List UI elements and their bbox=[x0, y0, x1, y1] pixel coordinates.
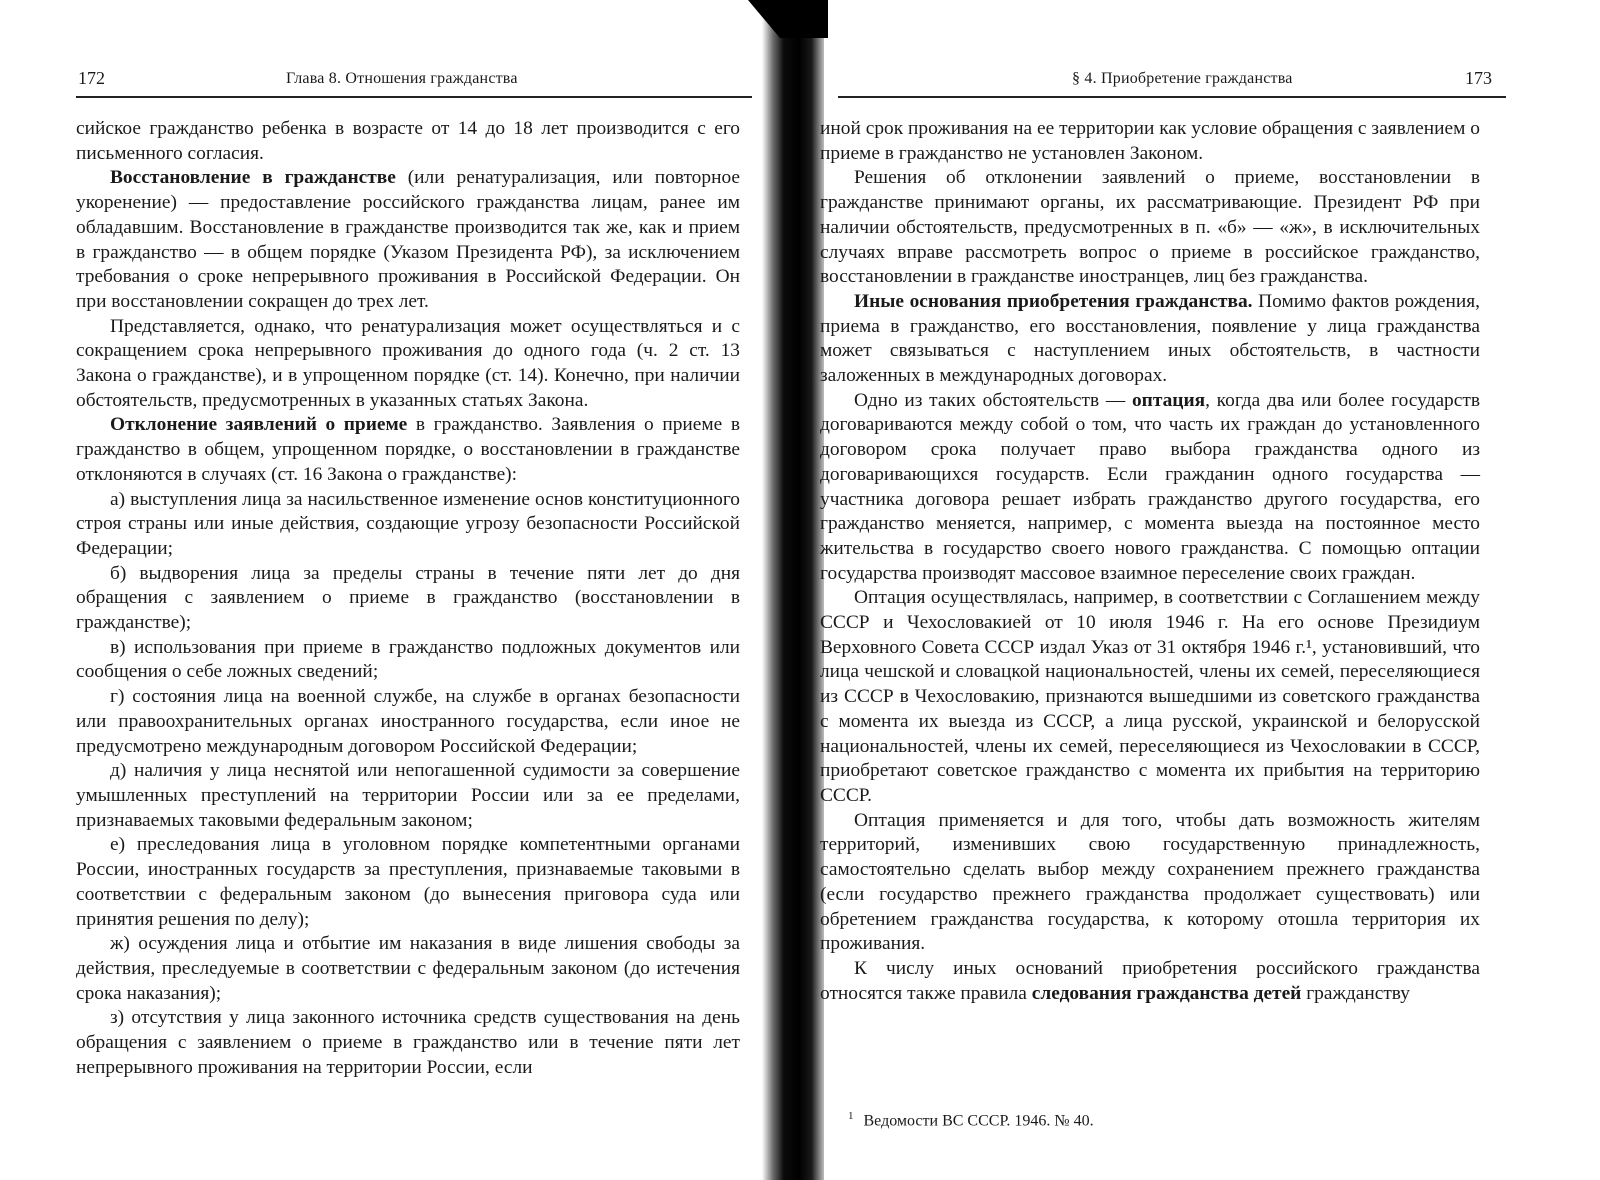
list-item: ж) осуждения лица и отбытие им наказания в виде лишения свободы за действия, преследуемые в соответствии с федеральным законом (до истечения срока наказания); bbox=[76, 933, 740, 1004]
left-running-head: Глава 8. Отношения гражданства bbox=[286, 70, 518, 87]
list-item: е) преследования лица в уголовном порядке компетентными органами России, иностранных государств за преступления, признаваемые таковыми в соответствии с федеральным законом (до вынесения приговора суда или принятия решения по делу); bbox=[76, 834, 740, 930]
left-running-header bbox=[76, 66, 752, 98]
paragraph: Отклонение заявлений о приеме в гражданство. Заявления о приеме в гражданство в общем, упрощенном порядке, о восстановлении в гражданстве отклоняются в случаях (ст. 16 Закона о гражданстве): bbox=[76, 414, 740, 485]
footnote bbox=[848, 1110, 1468, 1130]
right-page bbox=[800, 0, 1600, 1180]
paragraph: иной срок проживания на ее территории как условие обращения с заявлением о приеме в гражданство не установлен Законом. bbox=[820, 118, 1480, 164]
left-page-body bbox=[76, 117, 740, 1080]
paragraph: Одно из таких обстоятельств — оптация, когда два или более государств договариваются между собой о том, что часть их граждан до установленного договором срока получает право выбора гражданства одного из договаривающихся государств. Если гражданин одного государства — участника договора решает избрать гражданство другого государства, его гражданство меняется, например, с момента выезда на постоянное место жительства в государство своего нового гражданства. С помощью оптации государства производят массовое взаимное переселение своих граждан. bbox=[820, 389, 1480, 584]
paragraph: сийское гражданство ребенка в возрасте от 14 до 18 лет производится с его письменного согласия. bbox=[76, 118, 740, 164]
paragraph: К числу иных оснований приобретения российского гражданства относятся также правила следования гражданства детей гражданству bbox=[820, 957, 1480, 1004]
right-running-header bbox=[838, 66, 1506, 98]
footnote-marker: 1 bbox=[848, 1110, 854, 1122]
list-item: д) наличия у лица неснятой или непогашенной судимости за совершение умышленных преступлений на территории России или за ее пределами, признаваемых таковыми федеральным законом; bbox=[76, 760, 740, 831]
right-page-body bbox=[820, 117, 1480, 1006]
paragraph: Оптация применяется и для того, чтобы дать возможность жителям территорий, изменивших свою государственную принадлежность, самостоятельно сделать выбор между сохранением прежнего гражданства (если государство прежнего гражданства продолжает существовать) или обретением гражданства государства, к которому отошла территория их проживания. bbox=[820, 809, 1480, 955]
right-page-number: 173 bbox=[1465, 68, 1492, 88]
left-page bbox=[0, 0, 790, 1180]
right-running-head: § 4. Приобретение гражданства bbox=[1072, 70, 1293, 87]
footnote-text: Ведомости ВС СССР. 1946. № 40. bbox=[863, 1112, 1094, 1130]
list-item: г) состояния лица на военной службе, на службе в органах безопасности или правоохранительных органах иностранного государства, если иное не предусмотрено международным договором Российской Федерации; bbox=[76, 686, 740, 757]
list-item: в) использования при приеме в гражданство подложных документов или сообщения о себе ложных сведений; bbox=[76, 636, 740, 683]
paragraph: Иные основания приобретения гражданства. Помимо фактов рождения, приема в гражданство, его восстановления, появление у лица гражданства может связываться с наступлением иных обстоятельств, в частности заложенных в международных договорах. bbox=[820, 290, 1480, 387]
paragraph: Восстановление в гражданстве (или ренатурализация, или повторное укоренение) — предоставление российского гражданства лицам, ранее им обладавшим. Восстановление в гражданстве производится так же, как и прием в гражданство — в общем порядке (Указом Президента РФ), за исключением требования о сроке непрерывного проживания в Российской Федерации. Он при восстановлении сокращен до трех лет. bbox=[76, 167, 740, 312]
paragraph: Решения об отклонении заявлений о приеме, восстановлении в гражданстве принимают органы, их рассматривающие. Президент РФ при наличии обстоятельств, предусмотренных в п. «б» — «ж», в исключительных случаях вправе рассмотреть вопрос о приеме в российское гражданство, восстановлении в гражданстве иностранцев, лиц без гражданства. bbox=[820, 167, 1480, 288]
paragraph: Представляется, однако, что ренатурализация может осуществляться и с сокращением срока непрерывного проживания до одного года (ч. 2 ст. 13 Закона о гражданстве), и в упрощенном порядке (ст. 14). Конечно, при наличии обстоятельств, предусмотренных в указанных статьях Закона. bbox=[76, 315, 740, 411]
list-item: б) выдворения лица за пределы страны в течение пяти лет до дня обращения с заявлением о приеме в гражданство (восстановлении в гражданстве); bbox=[76, 562, 740, 634]
left-page-number: 172 bbox=[78, 68, 105, 88]
list-item: а) выступления лица за насильственное изменение основ конституционного строя страны или иные действия, создающие угрозу безопасности Российской Федерации; bbox=[76, 488, 740, 559]
list-item: з) отсутствия у лица законного источника средств существования на день обращения с заявлением о приеме в гражданство или в течение пяти лет непрерывного проживания на территории России, если bbox=[76, 1007, 740, 1078]
paragraph: Оптация осуществлялась, например, в соответствии с Соглашением между СССР и Чехословакией от 10 июля 1946 г. На его основе Президиум Верховного Совета СССР издал Указ от 31 октября 1946 г.¹, установивший, что лица чешской и словацкой национальностей, члены их семей, переселяющиеся из СССР в Чехословакию, признаются вышедшими из советского гражданства с момента их выезда из СССР, а лица русской, украинской и белорусской национальностей, члены их семей, переселяющиеся из Чехословакии в СССР, приобретают советское гражданство с момента их прибытия на территорию СССР. bbox=[820, 587, 1480, 806]
